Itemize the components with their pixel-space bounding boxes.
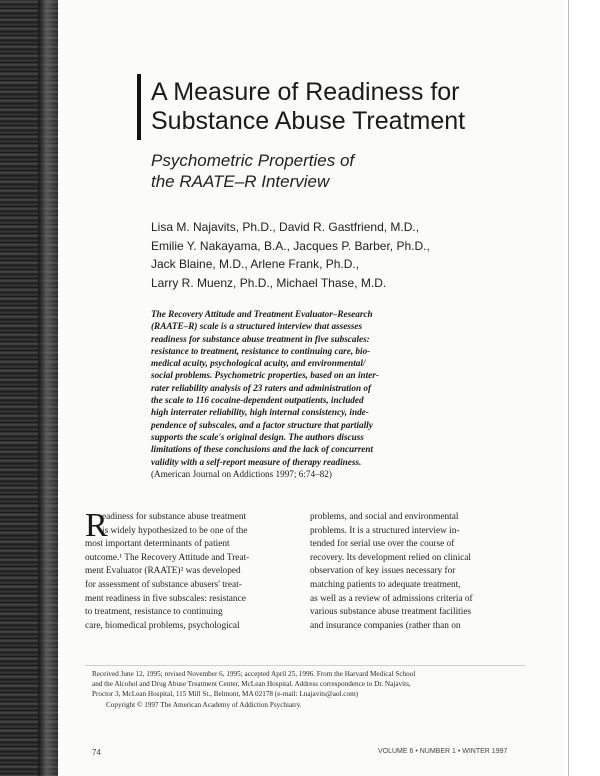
body-line: ment Evaluator (RAATE)² was developed <box>85 566 241 577</box>
abstract-citation: (American Journal on Addictions 1997; 6:74–82) <box>151 468 332 479</box>
article-title-line: Substance Abuse Treatment <box>151 107 466 135</box>
body-column-left <box>85 507 285 633</box>
abstract-line: medical acuity, psychological acuity, and environmental/ <box>151 358 366 369</box>
page-right-edge <box>568 0 569 776</box>
abstract-line: supports the scale's original design. The authors discuss <box>151 431 364 442</box>
body-line: ment readiness in five subscales: resistance <box>85 593 246 604</box>
body-line: for assessment of substance abusers' treat- <box>85 579 242 590</box>
body-line: matching patients to adequate treatment, <box>310 579 461 590</box>
footnote-line: Proctor 3, McLean Hospital, 115 Mill St., Belmont, MA 02178 (e-mail: Lnajavits@aol.com) <box>92 690 359 699</box>
article-title <box>151 78 465 136</box>
body-line: to treatment, resistance to continuing <box>85 607 223 618</box>
abstract-line: pendence of subscales, and a factor structure that partially <box>151 419 373 430</box>
body-line: and insurance companies (rather than on <box>310 620 461 631</box>
page-number: 74 <box>92 748 101 757</box>
abstract-line: the scale to 116 cocaine-dependent outpatients, included <box>151 395 364 406</box>
author-line: Jack Blaine, M.D., Arlene Frank, Ph.D., <box>151 257 360 271</box>
body-column-right <box>310 511 520 633</box>
abstract-line: social problems. Psychometric properties, based on an inter- <box>151 370 379 381</box>
author-line: Larry R. Muenz, Ph.D., Michael Thase, M.D. <box>151 275 387 290</box>
article-subtitle-line: Psychometric Properties of <box>151 151 355 170</box>
footnote-line: Received June 12, 1995; revised November 6, 1995; accepted April 25, 1996. From the Harvard Medical School <box>92 670 416 678</box>
body-line: outcome.¹ The Recovery Attitude and Treat- <box>85 552 250 563</box>
body-line: care, biomedical problems, psychological <box>85 620 240 631</box>
footnote <box>92 669 415 710</box>
article-subtitle <box>151 150 354 192</box>
author-line: Emilie Y. Nakayama, B.A., Jacques P. Barber, Ph.D., <box>151 238 430 253</box>
footnote-divider <box>85 665 525 666</box>
author-list <box>151 218 430 292</box>
abstract-line: resistance to treatment, resistance to continuing care, bio- <box>151 345 371 356</box>
body-line: various substance abuse treatment facilities <box>310 607 472 618</box>
body-line: eadiness for substance abuse treatment <box>102 512 247 522</box>
body-line: problems. It is a structured interview in- <box>310 525 460 536</box>
abstract <box>151 308 451 480</box>
abstract-line: high interrater reliability, high internal consistency, inde- <box>151 407 369 418</box>
author-line: Lisa M. Najavits, Ph.D., David R. Gastfriend, M.D., <box>151 220 420 234</box>
abstract-line: readiness for substance abuse treatment in five subscales: <box>151 333 370 344</box>
body-line: recovery. Its development relied on clinical <box>310 552 471 563</box>
abstract-line: limitations of these conclusions and the lack of concurrent <box>151 444 374 455</box>
body-line: observation of key issues necessary for <box>310 566 456 577</box>
article-subtitle-line: the RAATE–R Interview <box>151 172 330 191</box>
body-line: as well as a review of admissions criteria of <box>310 593 473 604</box>
body-line: tended for serial use over the course of <box>310 539 455 550</box>
article-title-line: A Measure of Readiness for <box>151 78 460 106</box>
running-footer: VOLUME 6 • NUMBER 1 • WINTER 1997 <box>378 748 508 755</box>
copyright-notice: Copyright © 1997 The American Academy of Addiction Psychiatry. <box>106 700 302 709</box>
body-line: problems, and social and environmental <box>310 512 459 522</box>
abstract-line: validity with a self-report measure of therapy readiness. <box>151 456 362 467</box>
footnote-line: and the Alcohol and Drug Abuse Treatment Center, McLean Hospital. Address correspondence to Dr. Najavits, <box>92 680 411 689</box>
scan-shadow <box>38 0 60 776</box>
title-accent-bar <box>137 74 141 140</box>
abstract-line: rater reliability analysis of 23 raters and administration of <box>151 382 372 393</box>
abstract-line: The Recovery Attitude and Treatment Evaluator–Research <box>151 309 373 319</box>
body-line: most important determinants of patient <box>85 539 230 550</box>
body-line: is widely hypothesized to be one of the <box>102 525 248 536</box>
abstract-line: (RAATE–R) scale is a structured interview that assesses <box>151 321 363 332</box>
drop-cap: R <box>85 507 108 544</box>
